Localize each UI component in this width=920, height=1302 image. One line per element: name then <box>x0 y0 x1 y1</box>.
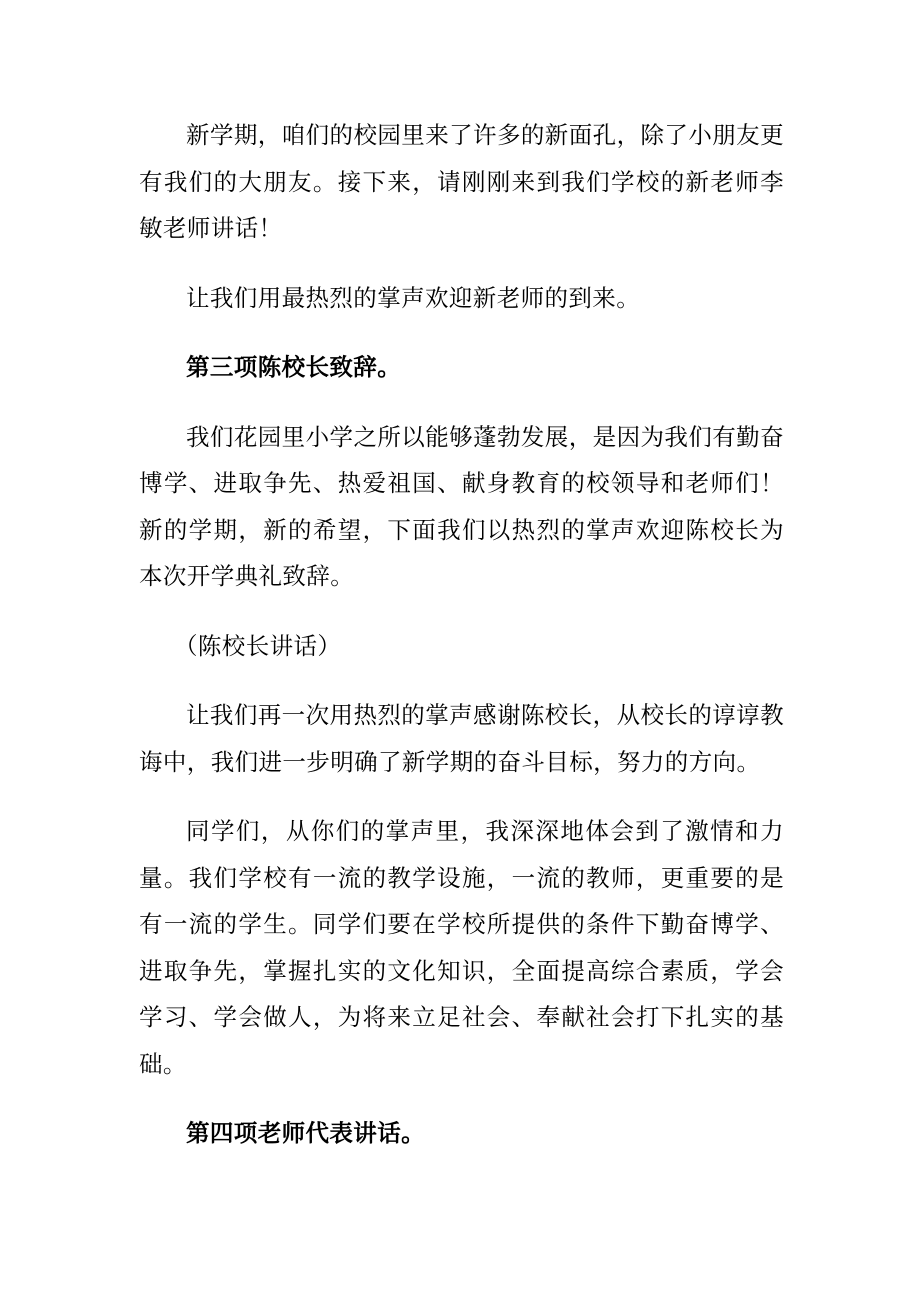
document-page <box>139 112 784 1157</box>
paragraph-new-teacher-intro: 新学期，咱们的校园里来了许多的新面孔，除了小朋友更有我们的大朋友。接下来，请刚刚来到我们学校的新老师李敏老师讲话！ <box>139 121 784 242</box>
paragraph-students-address: 同学们，从你们的掌声里，我深深地体会到了激情和力量。我们学校有一流的教学设施，一流的教师，更重要的是有一流的学生。同学们要在学校所提供的条件下勤奋博学、进取争先，掌握扎实的文化知识，全面提高综合素质，学会学习、学会做人，为将来立足社会、奉献社会打下扎实的基础。 <box>139 817 784 1078</box>
section-heading-principal-speech: 第三项陈校长致辞。 <box>186 353 402 381</box>
paragraph-principal-speech-note: （陈校长讲话） <box>174 631 342 660</box>
paragraph-welcome-new-teacher: 让我们用最热烈的掌声欢迎新老师的到来。 <box>186 283 641 312</box>
section-heading-teacher-representative: 第四项老师代表讲话。 <box>186 1119 425 1147</box>
paragraph-thank-principal: 让我们再一次用热烈的掌声感谢陈校长，从校长的谆谆教诲中，我们进一步明确了新学期的奋斗目标，努力的方向。 <box>139 701 784 776</box>
paragraph-principal-intro: 我们花园里小学之所以能够蓬勃发展，是因为我们有勤奋博学、进取争先、热爱祖国、献身教育的校领导和老师们！新的学期，新的希望，下面我们以热烈的掌声欢迎陈校长为本次开学典礼致辞。 <box>139 422 784 590</box>
